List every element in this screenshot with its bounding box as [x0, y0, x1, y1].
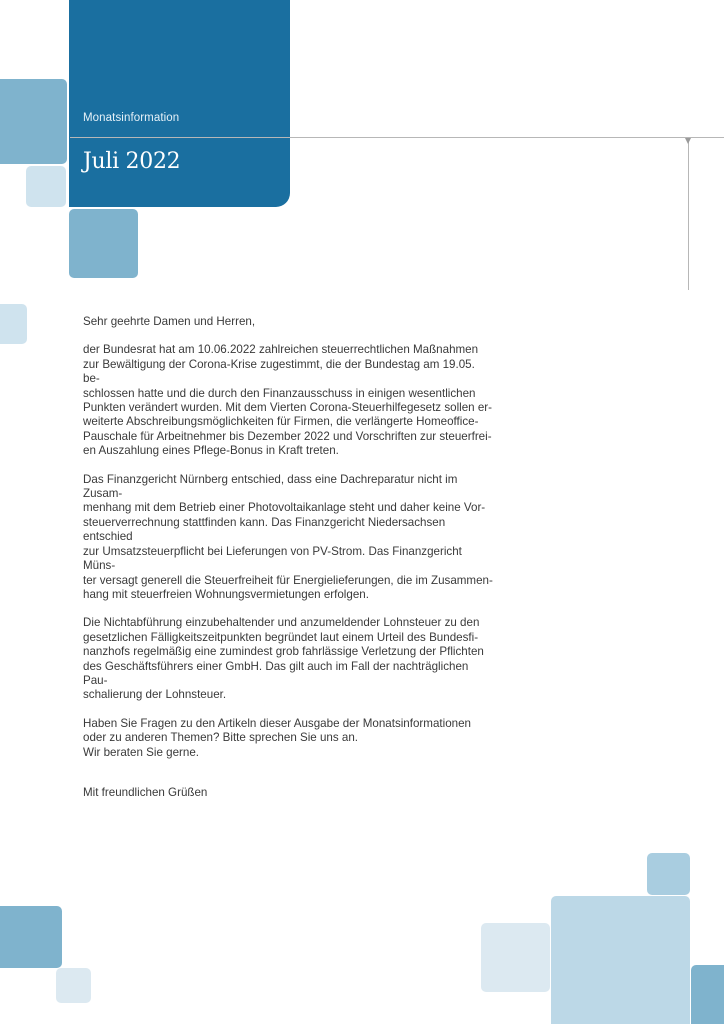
vertical-rule — [688, 138, 689, 290]
letter-body — [83, 315, 493, 800]
decor-square — [0, 304, 27, 344]
paragraph: Die Nichtabführung einzubehaltender und anzumeldender Lohnsteuer zu den gesetzlichen Fälligkeitszeitpunkten begründet laut einem Urteil des Bundesfi- nanzhofs regelmäßig eine zumindest grob fahrlässige Verletzung der Pflichten des Geschäftsführers einer GmbH. Das gilt auch im Fall der nachträglichen Pau- schalierung der Lohnsteuer. — [83, 616, 484, 702]
decor-square — [56, 968, 91, 1003]
decor-square — [69, 209, 138, 278]
decor-square — [26, 166, 66, 207]
salutation: Sehr geehrte Damen und Herren, — [83, 315, 256, 328]
page-subtitle: Monatsinformation — [83, 112, 180, 124]
header-block — [69, 0, 290, 207]
decor-square — [691, 965, 724, 1024]
decor-square — [647, 853, 690, 895]
rule-marker-icon — [685, 138, 691, 144]
decor-square — [551, 896, 690, 1024]
header-rule — [70, 137, 724, 138]
page-title: Juli 2022 — [83, 149, 181, 174]
closing: Mit freundlichen Grüßen — [83, 785, 208, 799]
paragraph: Haben Sie Fragen zu den Artikeln dieser Ausgabe der Monatsinformationen oder zu anderen Themen? Bitte sprechen Sie uns an. Wir beraten Sie gerne. — [83, 716, 471, 759]
decor-square — [0, 79, 67, 164]
paragraph: der Bundesrat hat am 10.06.2022 zahlreichen steuerrechtlichen Maßnahmen zur Bewältigung der Corona-Krise zugestimmt, die der Bundestag am 19.05. be- schlossen hatte und die durch den Finanzausschuss in einigen wesentlichen Punkten verändert wurden. Mit dem Vierten Corona-Steuerhilfegesetz sollen er- weiterte Abschreibungsmöglichkeiten für Firmen, die verlängerte Homeoffice- Pauschale für Arbeitnehmer bis Dezember 2022 und Vorschriften zur steuerfrei- en Auszahlung eines Pflege-Bonus in Kraft treten. — [83, 343, 493, 458]
paragraph: Das Finanzgericht Nürnberg entschied, dass eine Dachreparatur nicht im Zusam- menhang mit dem Betrieb einer Photovoltaikanlage steht und daher keine Vor- steuerverrechnung stattfinden kann. Das Finanzgericht Niedersachsen entschied zur Umsatzsteuerpflicht bei Lieferungen von PV-Strom. Das Finanzgericht Müns- ter versagt generell die Steuerfreiheit für Energielieferungen, die im Zusammen- hang mit steuerfreien Wohnungsvermietungen erfolgen. — [83, 472, 493, 601]
decor-square — [0, 906, 62, 968]
decor-square — [481, 923, 550, 992]
